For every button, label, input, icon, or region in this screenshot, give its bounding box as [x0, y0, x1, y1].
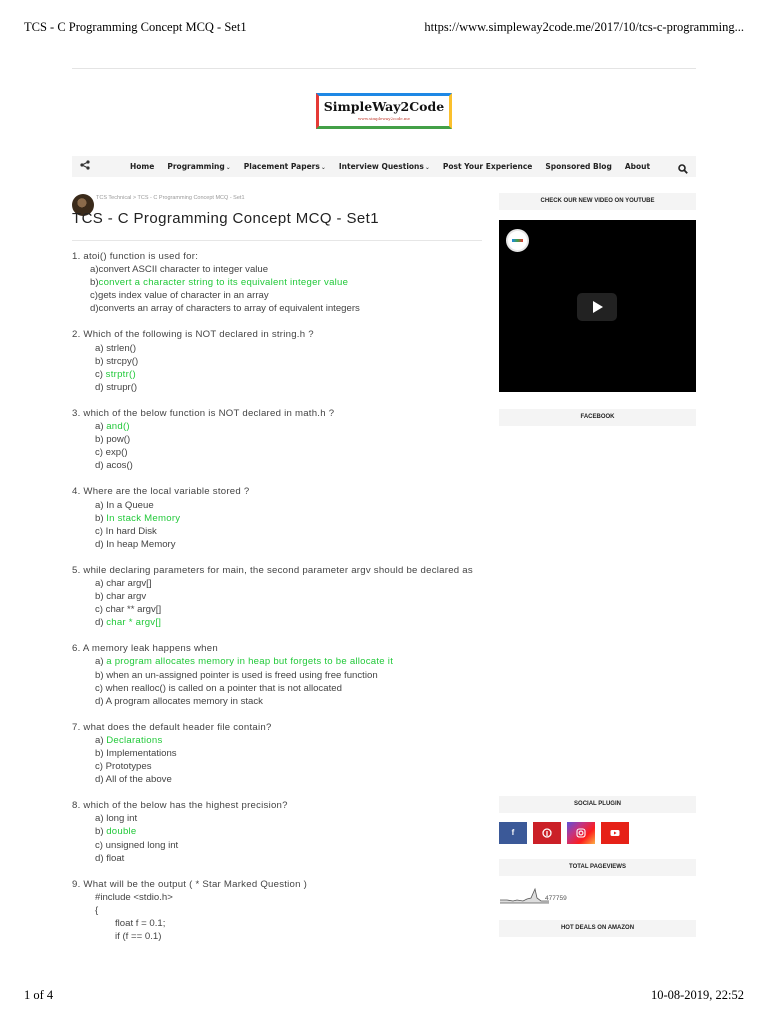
nav-item-post-experience[interactable]: Post Your Experience — [442, 162, 533, 171]
question-list — [72, 250, 482, 956]
logo-text: SimpleWay2Code — [323, 99, 445, 114]
question-text: 3. which of the below function is NOT declared in math.h ? — [72, 407, 335, 419]
option-a: a) In a Queue — [95, 499, 154, 511]
question-3 — [72, 407, 482, 472]
code-line: #include <stdio.h> — [95, 891, 173, 903]
correct-answer: char * argv[] — [106, 617, 162, 629]
option-a: a) long int — [95, 813, 138, 825]
correct-answer: Declarations — [106, 734, 163, 746]
print-footer — [24, 988, 744, 1004]
option-b-correct — [72, 276, 482, 289]
option-c: c) unsigned long int — [95, 839, 179, 851]
main-navbar — [72, 156, 696, 177]
question-text: 1. atoi() function is used for: — [72, 251, 199, 262]
option-prefix: b) — [95, 826, 107, 838]
instagram-icon[interactable] — [567, 822, 595, 844]
channel-logo[interactable] — [506, 229, 529, 252]
code-line: { — [95, 904, 99, 916]
question-text: 9. What will be the output ( * Star Marked Question ) — [72, 878, 308, 890]
question-2 — [72, 328, 482, 393]
print-page-title: TCS - C Programming Concept MCQ - Set1 — [24, 20, 247, 34]
share-icon[interactable] — [80, 160, 92, 172]
option-b-correct — [72, 825, 482, 838]
option-c: c)gets index value of character in an array — [90, 290, 269, 302]
nav-item-sponsored-blog[interactable]: Sponsored Blog — [545, 162, 612, 171]
option-b: b) char argv — [95, 591, 147, 603]
nav-item-interview-questions[interactable] — [339, 162, 430, 171]
code-line: float f = 0.1; — [115, 918, 166, 930]
option-a-correct — [72, 420, 482, 433]
pageviews-heading: TOTAL PAGEVIEWS — [499, 859, 696, 876]
question-1 — [72, 250, 482, 315]
post-title: TCS - C Programming Concept MCQ - Set1 — [72, 210, 379, 227]
code-line: if (f == 0.1) — [115, 931, 162, 943]
option-c-correct — [72, 368, 482, 381]
correct-answer: a program allocates memory in heap but forgets to be allocate it — [106, 656, 394, 668]
chevron-down-icon: ⌄ — [225, 164, 231, 171]
option-prefix: d) — [95, 617, 107, 629]
play-icon[interactable] — [577, 293, 617, 321]
question-text: 2. Which of the following is NOT declared in string.h ? — [72, 329, 314, 341]
social-buttons — [499, 822, 629, 844]
question-text: 5. while declaring parameters for main, the second parameter argv should be declared as — [72, 564, 473, 576]
option-c: c) exp() — [95, 447, 128, 459]
nav-item-programming-label: Programming — [167, 162, 225, 171]
correct-answer: strptr() — [105, 368, 136, 380]
question-text: 7. what does the default header file contain? — [72, 721, 272, 733]
option-c: c) when realloc() is called on a pointer that is not allocated — [95, 682, 342, 694]
question-8 — [72, 799, 482, 864]
social-plugin-heading: SOCIAL PLUGIN — [499, 796, 696, 813]
option-d: d) strupr() — [95, 381, 138, 393]
question-5 — [72, 564, 482, 629]
nav-item-programming[interactable] — [167, 162, 230, 171]
amazon-deals-heading: HOT DEALS ON AMAZON — [499, 920, 696, 937]
option-a-correct — [72, 734, 482, 747]
option-prefix: b) — [95, 512, 107, 524]
facebook-widget-heading: FACEBOOK — [499, 409, 696, 426]
print-page-url[interactable]: https://www.simpleway2code.me/2017/10/tcs-c-programming... — [424, 20, 744, 34]
search-icon[interactable] — [678, 161, 688, 171]
nav-item-home[interactable]: Home — [130, 162, 155, 171]
header-divider — [72, 68, 696, 69]
title-divider — [72, 240, 482, 241]
option-b: b) pow() — [95, 434, 131, 446]
option-a: a)convert ASCII character to integer value — [90, 264, 269, 276]
print-page-number: 1 of 4 — [24, 988, 54, 1002]
option-d: d) A program allocates memory in stack — [95, 695, 263, 707]
option-c: c) Prototypes — [95, 761, 152, 773]
option-a-correct — [72, 655, 482, 668]
correct-answer: In stack Memory — [106, 512, 181, 524]
youtube-widget-heading: CHECK OUR NEW VIDEO ON YOUTUBE — [499, 193, 696, 210]
option-c: c) In hard Disk — [95, 525, 157, 537]
youtube-icon[interactable] — [601, 822, 629, 844]
option-prefix: b) — [90, 277, 99, 289]
option-prefix: a) — [95, 421, 107, 433]
question-9 — [72, 878, 482, 943]
nav-item-interview-questions-label: Interview Questions — [338, 162, 424, 171]
question-7 — [72, 721, 482, 786]
logo-subtext: www.simpleway2code.me — [357, 116, 411, 121]
pinterest-icon[interactable] — [533, 822, 561, 844]
option-d: d) In heap Memory — [95, 538, 176, 550]
print-header — [24, 20, 744, 38]
option-b-correct — [72, 512, 482, 525]
site-logo[interactable] — [316, 93, 452, 129]
nav-item-placement-papers[interactable] — [244, 162, 326, 171]
option-c: c) char ** argv[] — [95, 604, 162, 616]
question-6 — [72, 642, 482, 707]
option-d: d) float — [95, 852, 125, 864]
chevron-down-icon: ⌄ — [320, 164, 326, 171]
youtube-video-embed[interactable] — [499, 220, 696, 392]
question-text: 8. which of the below has the highest precision? — [72, 800, 288, 812]
pageviews-sparkline — [499, 886, 549, 904]
breadcrumb[interactable]: TCS Technical > TCS - C Programming Concept MCQ - Set1 — [96, 195, 245, 201]
option-b: b) strcpy() — [95, 355, 139, 367]
option-d: d) acos() — [95, 460, 133, 472]
question-text: 4. Where are the local variable stored ? — [72, 486, 250, 498]
correct-answer: convert a character string to its equivalent integer value — [98, 277, 349, 289]
nav-menu — [130, 156, 650, 177]
option-d-correct — [72, 616, 482, 629]
option-prefix: c) — [95, 368, 106, 380]
option-d: d) All of the above — [95, 774, 172, 786]
pageviews-count: 477759 — [545, 895, 567, 902]
option-prefix: a) — [95, 734, 107, 746]
nav-item-about[interactable]: About — [624, 162, 651, 171]
option-d: d)converts an array of characters to array of equivalent integers — [90, 303, 360, 315]
nav-item-placement-papers-label: Placement Papers — [243, 162, 320, 171]
chevron-down-icon: ⌄ — [424, 164, 430, 171]
option-b: b) Implementations — [95, 748, 177, 759]
option-prefix: a) — [95, 656, 107, 668]
question-text: 6. A memory leak happens when — [72, 643, 218, 655]
correct-answer: and() — [106, 421, 130, 433]
correct-answer: double — [106, 826, 137, 838]
option-b: b) when an un-assigned pointer is used is freed using free function — [95, 669, 378, 681]
option-a: a) char argv[] — [95, 577, 152, 589]
facebook-icon[interactable]: f — [499, 822, 527, 844]
print-datetime: 10-08-2019, 22:52 — [650, 988, 744, 1002]
option-a: a) strlen() — [95, 342, 137, 354]
question-4 — [72, 485, 482, 550]
